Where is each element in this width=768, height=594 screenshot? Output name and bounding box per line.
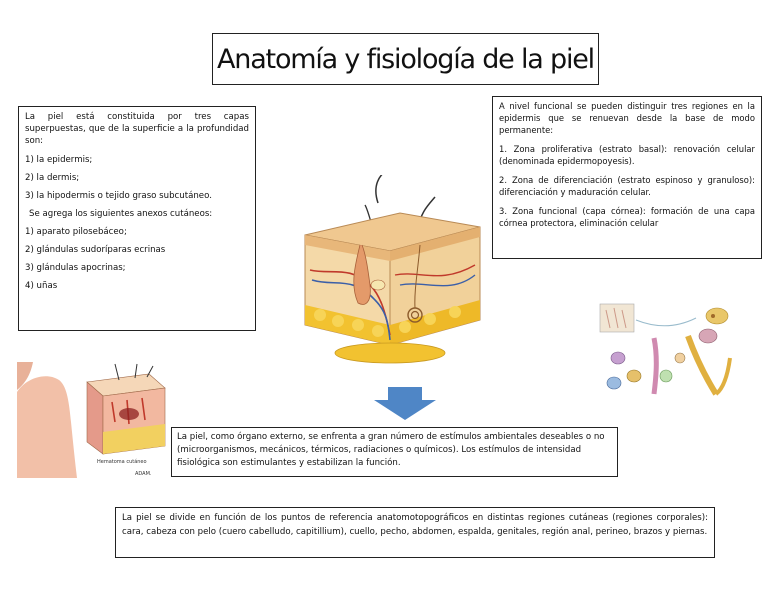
down-arrow-icon <box>370 387 440 421</box>
body-regions-panel <box>115 507 715 558</box>
annex-item: 2) glándulas sudoríparas ecrinas <box>25 245 166 255</box>
annex-item: 1) aparato pilosebáceo; <box>25 227 127 237</box>
cells-and-glands-illustration <box>596 298 738 400</box>
layers-intro: La piel está constituida por tres capas superpuestas, que de la superficie a la profundidad son: <box>25 112 249 146</box>
annex-intro: Se agrega los siguientes anexos cutáneos: <box>29 209 213 219</box>
layer-item: 1) la epidermis; <box>25 155 93 165</box>
zone-item: 2. Zona de diferenciación (estrato espinoso y granuloso): diferenciación y maduración celular. <box>499 175 755 197</box>
layer-item: 3) la hipodermis o tejido graso subcutáneo. <box>25 191 212 201</box>
skin-cross-section-illustration <box>290 175 490 375</box>
zone-item: 3. Zona funcional (capa córnea): formación de una capa córnea protectora, eliminación celular <box>499 206 755 228</box>
annex-item: 3) glándulas apocrinas; <box>25 263 126 273</box>
stimuli-text: La piel, como órgano externo, se enfrenta a gran número de estímulos ambientales deseables o no (microorganismos, mecánicos, térmicos, radiaciones o químicos). Los estímulos de intensidad fisiológica son estimulantes y estabilizan la función. <box>177 432 605 468</box>
zones-intro: A nivel funcional se pueden distinguir tres regiones en la epidermis que se renuevan desde la base de modo permanente: <box>499 101 755 135</box>
zone-item: 1. Zona proliferativa (estrato basal): renovación celular (denominada epidermopoyesis). <box>499 144 755 166</box>
title-box <box>212 33 599 85</box>
figure-brand: ADAM. <box>135 471 152 477</box>
regions-text: La piel se divide en función de los puntos de referencia anatomotopográficos en distintas regiones cutáneas (regiones corporales): cara, cabeza con pelo (cuero cabelludo, capitillium), cuello, pecho, abdomen, espalda, genitales, región anal, perineo, brazos y piernas. <box>122 513 708 537</box>
annex-item: 4) uñas <box>25 281 58 291</box>
skin-hematoma-illustration <box>17 362 172 478</box>
figure-caption: Hematoma cutáneo <box>97 459 147 465</box>
epidermis-zones-panel <box>492 96 762 259</box>
external-stimuli-panel <box>171 427 618 477</box>
layer-item: 2) la dermis; <box>25 173 80 183</box>
page-title: Anatomía y fisiología de la piel <box>217 43 594 75</box>
skin-layers-panel <box>18 106 256 331</box>
